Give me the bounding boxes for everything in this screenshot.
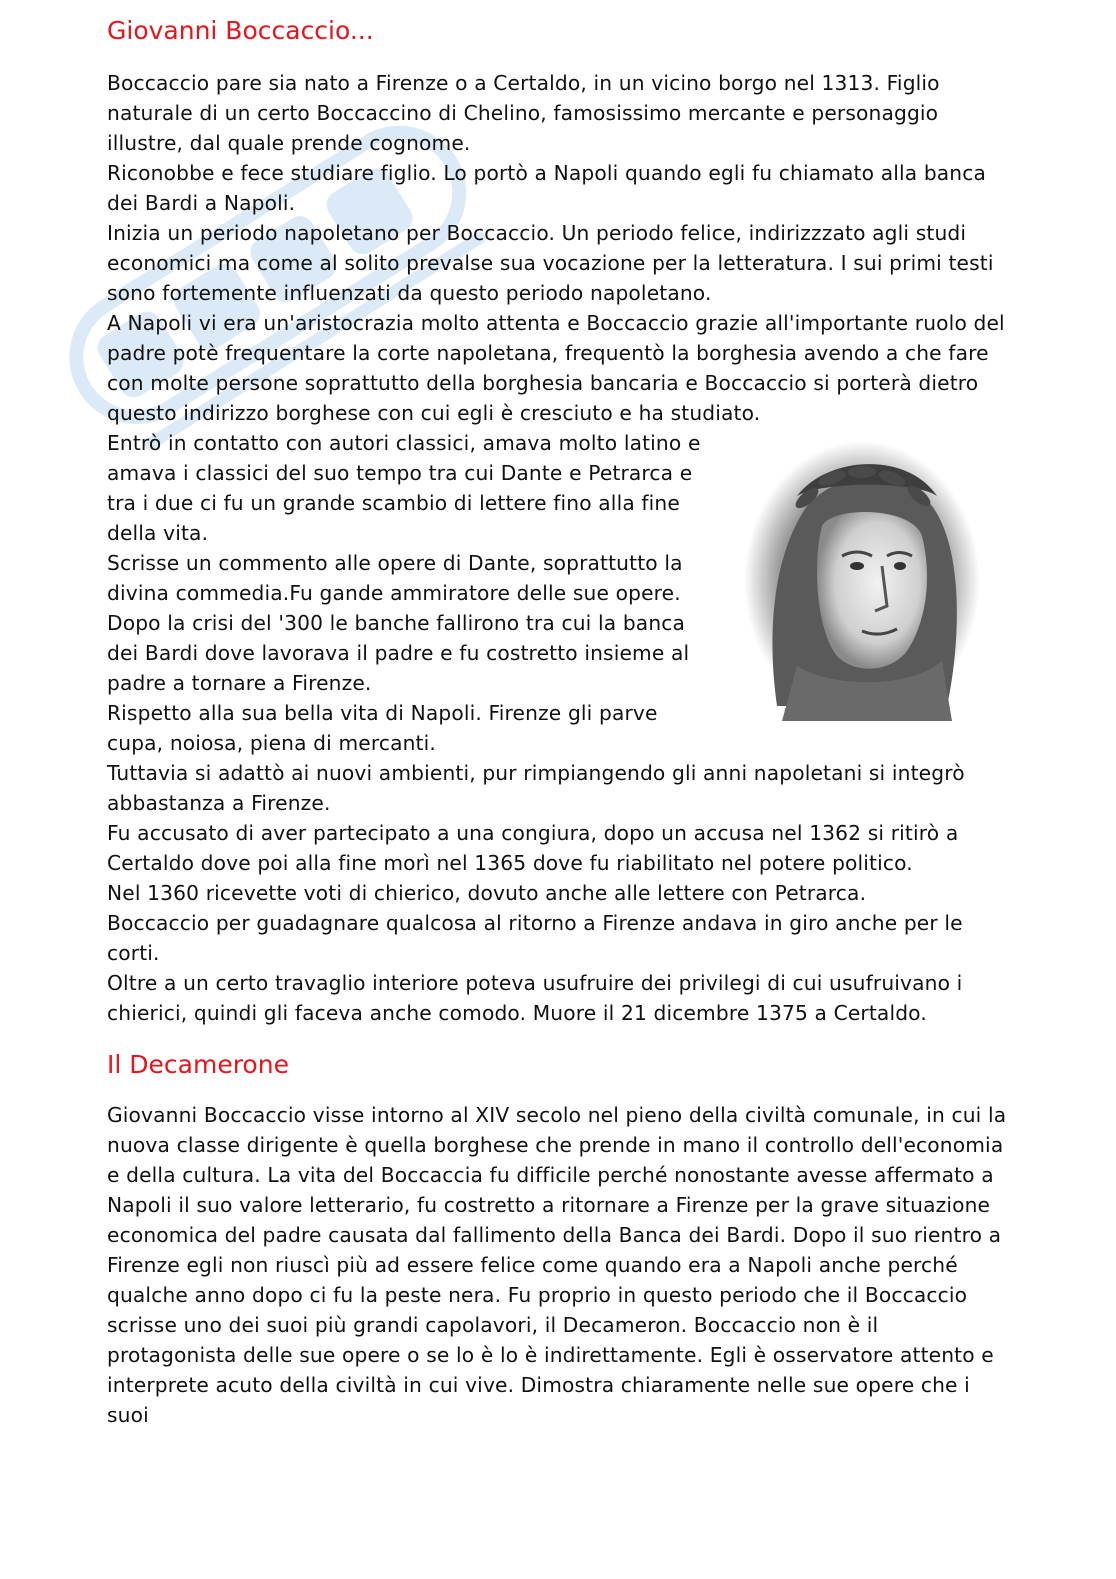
paragraph: Inizia un periodo napoletano per Boccaccio. Un periodo felice, indirizzzato agli studi economici ma come al solito prevalse sua vocazione per la letteratura. I sui primi testi sono fortemente influenzati da questo periodo napoletano.: [107, 221, 994, 305]
paragraph: Rispetto alla sua bella vita di Napoli. Firenze gli parve cupa, noiosa, piena di mercanti.: [107, 701, 658, 755]
paragraph: Entrò in contatto con autori classici, amava molto latino e amava i classici del suo tempo tra cui Dante e Petrarca e tra i due ci fu un grande scambio di lettere fino alla fine della vita.: [107, 431, 701, 545]
paragraph: Riconobbe e fece studiare figlio. Lo portò a Napoli quando egli fu chiamato alla banca dei Bardi a Napoli.: [107, 161, 987, 215]
section-title: Il Decamerone: [107, 1050, 289, 1079]
paragraph: Fu accusato di aver partecipato a una congiura, dopo un accusa nel 1362 si ritirò a Certaldo dove poi alla fine morì nel 1365 dove fu riabilitato nel potere politico.: [107, 821, 959, 875]
paragraph: Oltre a un certo travaglio interiore poteva usufruire dei privilegi di cui usufruivano i chierici, quindi gli faceva anche comodo. Muore il 21 dicembre 1375 a Certaldo.: [107, 971, 963, 1025]
paragraph: Nel 1360 ricevette voti di chierico, dovuto anche alle lettere con Petrarca.: [107, 881, 867, 905]
paragraph: A Napoli vi era un'aristocrazia molto attenta e Boccaccio grazie all'importante ruolo del padre potè frequentare la corte napoletana, frequentò la borghesia avendo a che fare con molte persone soprattutto della borghesia bancaria e Boccaccio si porterà dietro questo indirizzo borghese con cui egli è cresciuto e ha studiato.: [107, 311, 1005, 425]
paragraph: Dopo la crisi del '300 le banche fallirono tra cui la banca dei Bardi dove lavorava il padre e fu costretto insieme al padre a tornare a Firenze.: [107, 611, 690, 695]
paragraph: Boccaccio pare sia nato a Firenze o a Certaldo, in un vicino borgo nel 1313. Figlio naturale di un certo Boccaccino di Chelino, famosissimo mercante e personaggio illustre, dal quale prende cognome.: [107, 71, 940, 155]
paragraph: Scrisse un commento alle opere di Dante, soprattutto la divina commedia.Fu gande ammiratore delle sue opere.: [107, 551, 683, 605]
document-body: [107, 14, 1007, 1430]
paragraph: Giovanni Boccaccio visse intorno al XIV secolo nel pieno della civiltà comunale, in cui la nuova classe dirigente è quella borghese che prende in mano il controllo dell'economia e della cultura. La vita del Boccaccia fu difficile perché nonostante avesse affermato a Napoli il suo valore letterario, fu costretto a ritornare a Firenze per la grave situazione economica del padre causata dal fallimento della Banca dei Bardi. Dopo il suo rientro a Firenze egli non riuscì più ad essere felice come quando era a Napoli anche perché qualche anno dopo ci fu la peste nera. Fu proprio in questo periodo che il Boccaccio scrisse uno dei suoi più grandi capolavori, il Decameron. Boccaccio non è il protagonista delle sue opere o se lo è lo è indirettamente. Egli è osservatore attento e interprete acuto della civiltà in cui vive. Dimostra chiaramente nelle sue opere che i suoi: [107, 1103, 1007, 1427]
boccaccio-portrait-icon: [737, 436, 987, 726]
intro-section: [107, 68, 1007, 428]
decamerone-section: [107, 1100, 1007, 1430]
document-title: Giovanni Boccaccio...: [107, 16, 374, 45]
paragraph: Tuttavia si adattò ai nuovi ambienti, pur rimpiangendo gli anni napoletani si integrò abbastanza a Firenze.: [107, 761, 965, 815]
paragraph: Boccaccio per guadagnare qualcosa al ritorno a Firenze andava in giro anche per le corti.: [107, 911, 963, 965]
biography-section: [107, 758, 1007, 1028]
portrait-wrap-section: [107, 428, 1007, 758]
